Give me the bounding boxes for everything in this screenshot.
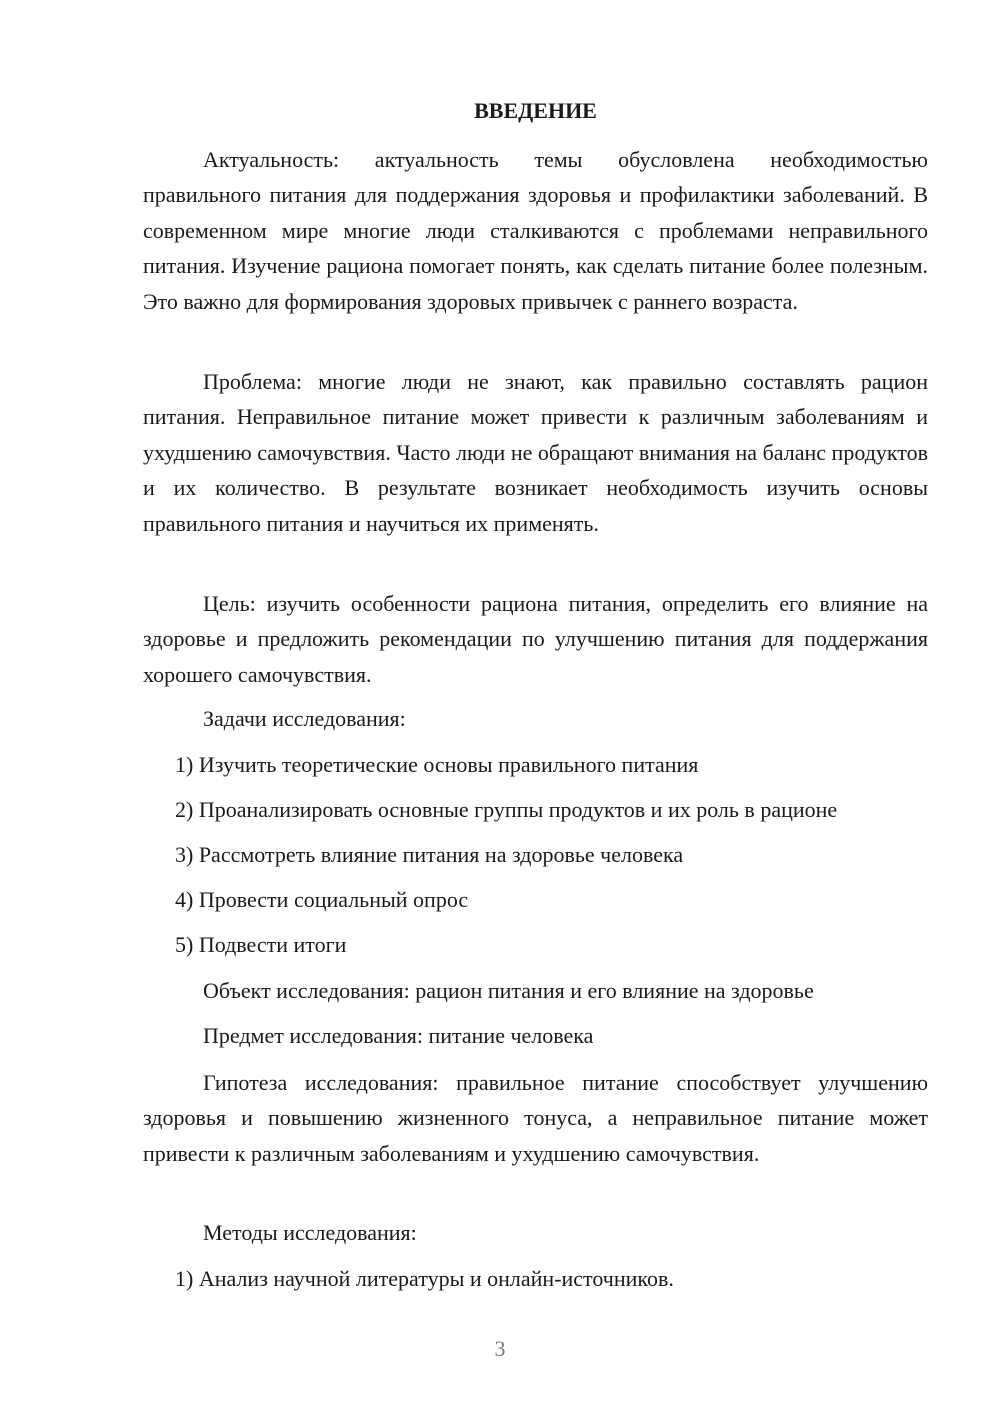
research-subject: Предмет исследования: питание человека xyxy=(203,1023,594,1048)
research-object: Объект исследования: рацион питания и его влияние на здоровье xyxy=(203,978,814,1003)
method-item: 1) Анализ научной литературы и онлайн-источников. xyxy=(175,1266,674,1291)
relevance-paragraph: Актуальность: актуальность темы обусловлена необходимостью правильного питания для поддержания здоровья и профилактики заболеваний. В современном мире многие люди сталкиваются с проблемами неправильного питания. Изучение рациона помогает понять, как сделать питание более полезным. Это важно для формирования здоровых привычек с раннего возраста. xyxy=(143,147,928,314)
task-item: 1) Изучить теоретические основы правильного питания xyxy=(175,752,699,777)
page-number: 3 xyxy=(494,1336,506,1361)
tasks-heading: Задачи исследования: xyxy=(203,706,406,731)
task-item: 5) Подвести итоги xyxy=(175,932,347,957)
hypothesis-paragraph: Гипотеза исследования: правильное питание способствует улучшению здоровья и повышению жизненного тонуса, а неправильное питание может привести к различным заболеваниям и ухудшению самочувствия. xyxy=(143,1070,928,1166)
section-heading: ВВЕДЕНИЕ xyxy=(474,98,597,123)
methods-heading: Методы исследования: xyxy=(203,1220,417,1245)
task-item: 4) Провести социальный опрос xyxy=(175,887,469,912)
problem-paragraph: Проблема: многие люди не знают, как правильно составлять рацион питания. Неправильное питание может привести к различным заболеваниям и ухудшению самочувствия. Часто люди не обращают внимания на баланс продуктов и их количество. В результате возникает необходимость изучить основы правильного питания и научиться их применять. xyxy=(143,369,928,536)
task-item: 2) Проанализировать основные группы продуктов и их роль в рационе xyxy=(175,797,838,822)
goal-paragraph: Цель: изучить особенности рациона питания, определить его влияние на здоровье и предложить рекомендации по улучшению питания для поддержания хорошего самочувствия. xyxy=(143,591,928,687)
task-item: 3) Рассмотреть влияние питания на здоровье человека xyxy=(175,842,684,867)
